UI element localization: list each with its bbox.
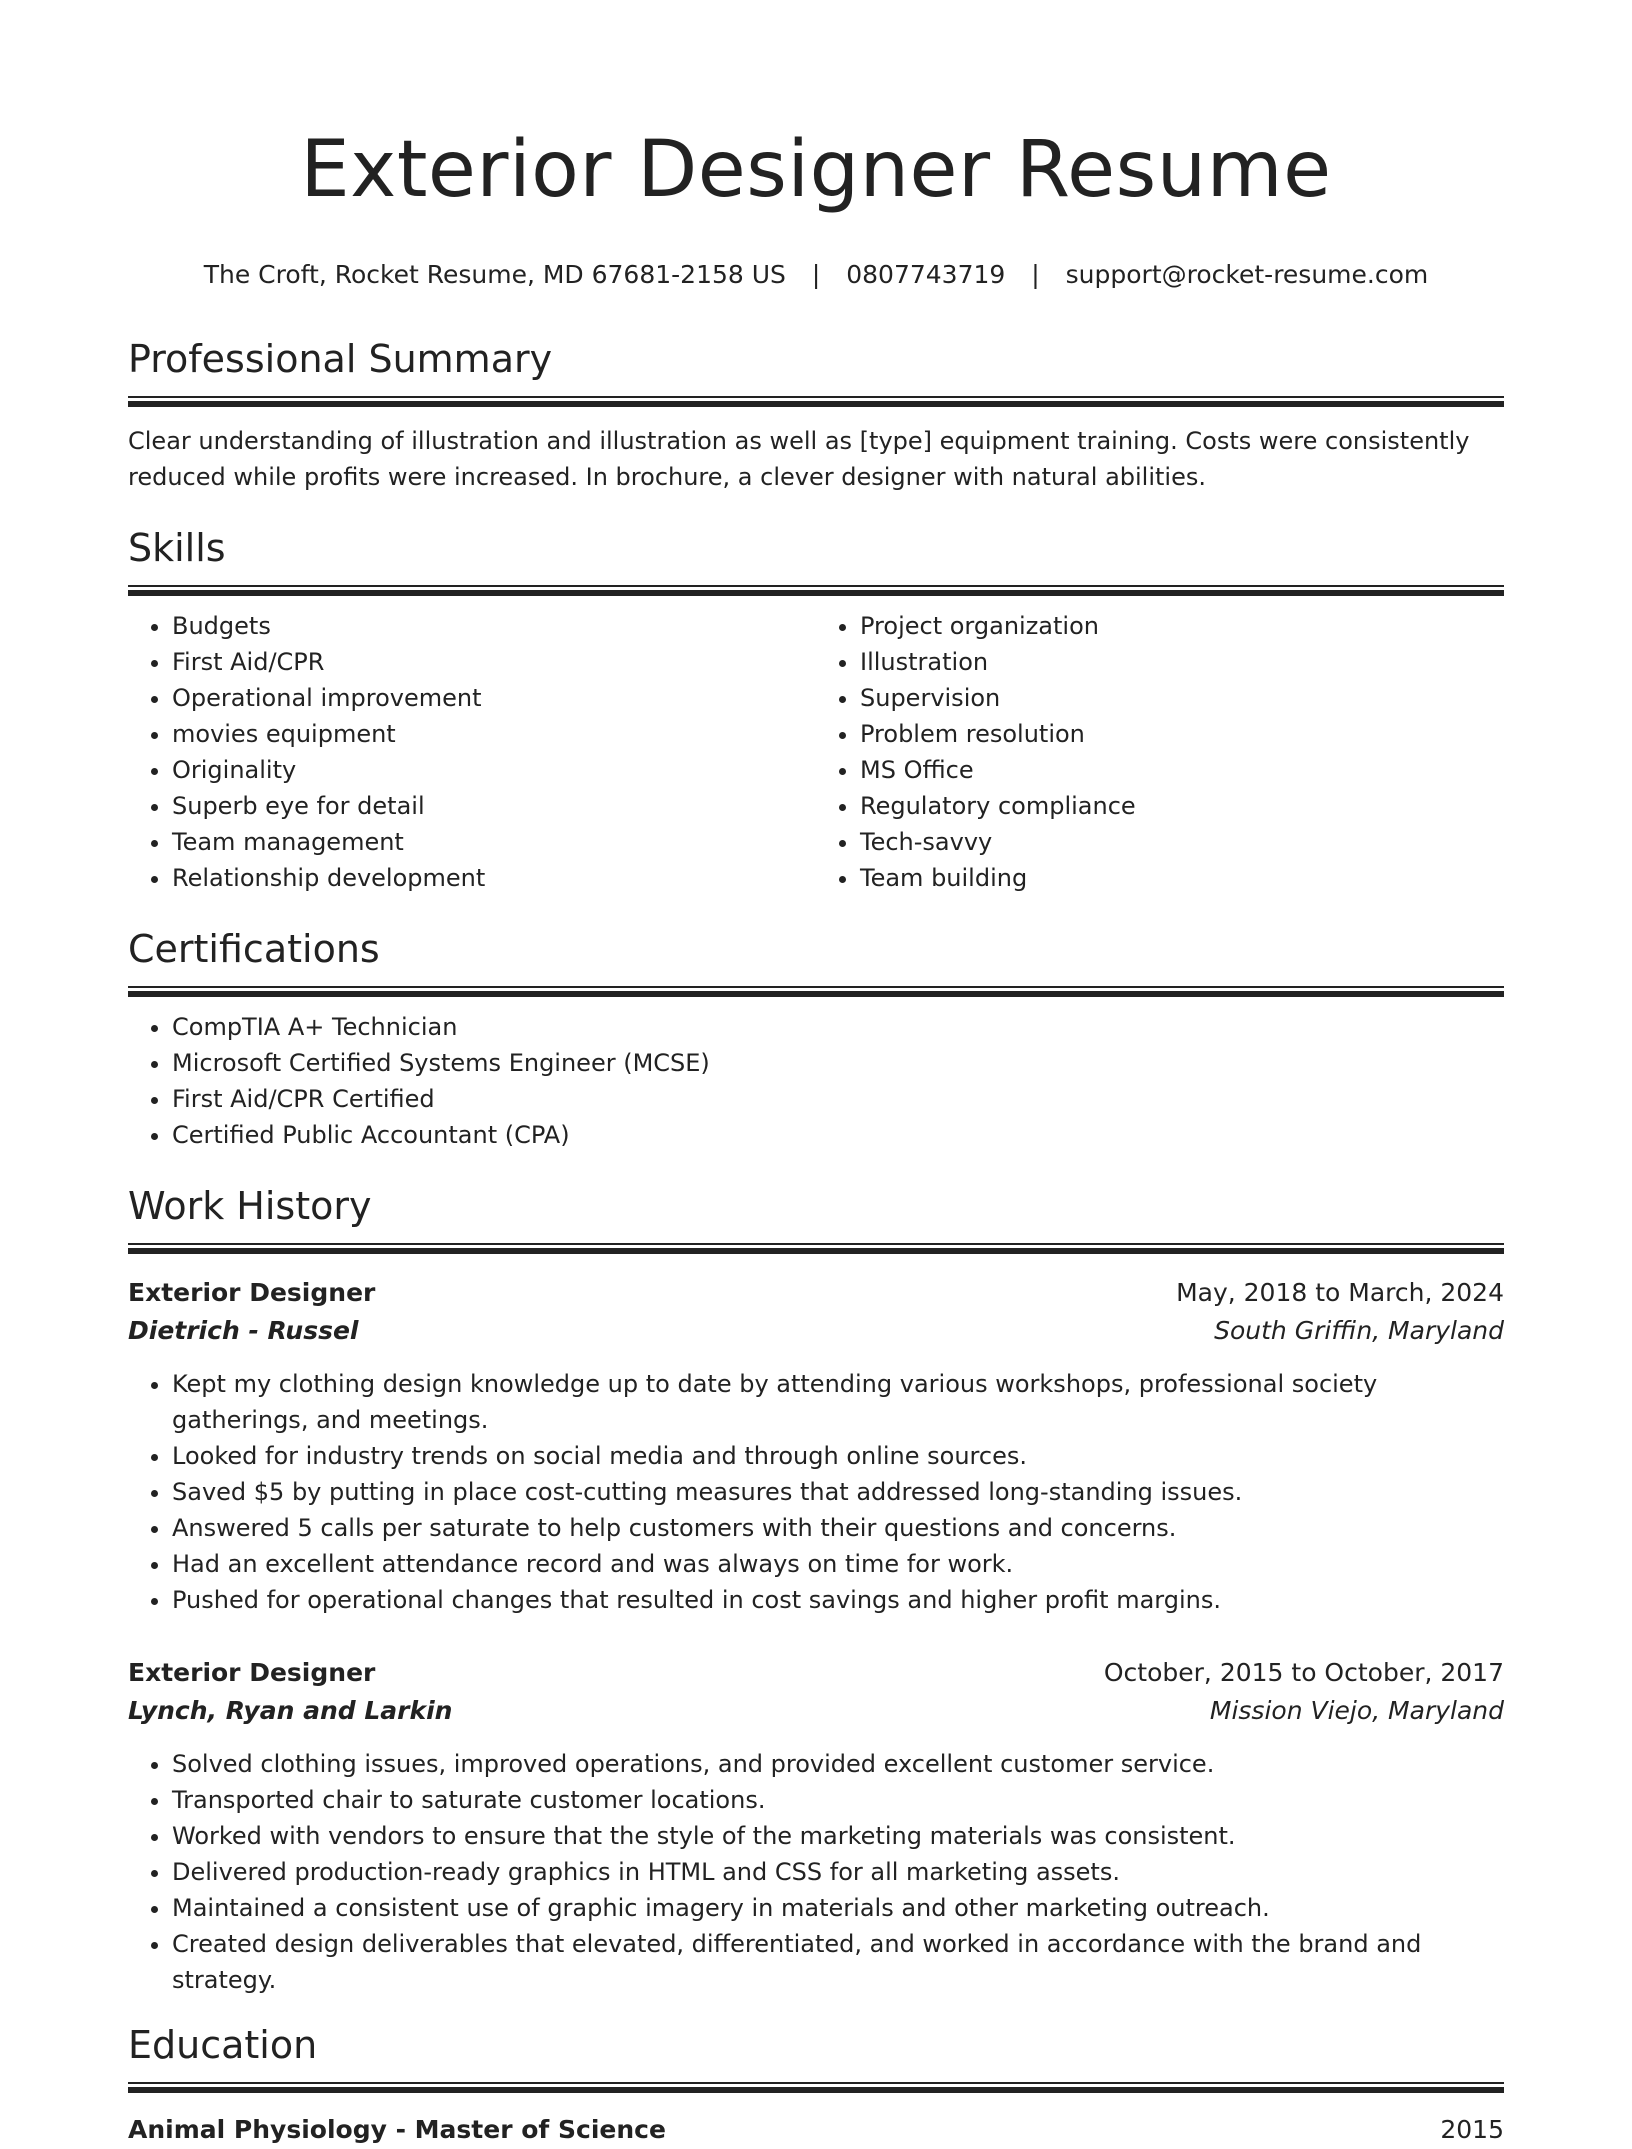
section-divider [128,396,1504,407]
contact-separator: | [811,260,821,289]
resume-title: Exterior Designer Resume [300,125,1332,215]
section-divider [128,1243,1504,1254]
job-bullet: • Created design deliverables that elevated, differentiated, and worked in accordance with the brand and strategy. [172,1926,1504,1998]
job-bullet: • Maintained a consistent use of graphic imagery in materials and other marketing outreach. [172,1890,1504,1926]
job-entry [128,1274,1504,1618]
skill-item: • Supervision [860,680,1504,716]
education-section [128,2022,1504,2149]
skill-item: • Illustration [860,644,1504,680]
job-company: Lynch, Ryan and Larkin [128,1696,453,1725]
certification-item: • Microsoft Certified Systems Engineer (MCSE) [172,1045,1504,1081]
job-title: Exterior Designer [128,1278,376,1307]
certification-item: • First Aid/CPR Certified [172,1081,1504,1117]
skill-item: • Problem resolution [860,716,1504,752]
job-company: Dietrich - Russel [128,1316,359,1345]
contact-email: support@rocket-resume.com [1065,260,1429,289]
job-bullet: • Pushed for operational changes that resulted in cost savings and higher profit margins. [172,1582,1504,1618]
skills-list-right [816,608,1504,896]
contact-address: The Croft, Rocket Resume, MD 67681-2158 US [203,260,786,289]
skill-item: • First Aid/CPR [172,644,816,680]
skills-section [128,525,1504,896]
job-bullet: • Transported chair to saturate customer locations. [172,1782,1504,1818]
skill-item: • Budgets [172,608,816,644]
job-location: South Griffin, Maryland [1214,1316,1504,1345]
job-bullets [128,1366,1504,1618]
certification-item: • CompTIA A+ Technician [172,1009,1504,1045]
section-heading-summary: Professional Summary [128,337,553,381]
job-company-row [128,1692,1504,1730]
education-year: 2015 [1440,2115,1504,2144]
job-header-row [128,1654,1504,1692]
certifications-section [128,926,1504,1153]
work-history-section [128,1183,1504,1998]
certification-item: • Certified Public Accountant (CPA) [172,1117,1504,1153]
skill-item: • Regulatory compliance [860,788,1504,824]
job-bullet: • Saved $5 by putting in place cost-cutting measures that addressed long-standing issues. [172,1474,1504,1510]
section-divider [128,585,1504,596]
contact-separator: | [1031,260,1040,289]
section-heading-skills: Skills [128,526,226,570]
job-location: Mission Viejo, Maryland [1209,1696,1504,1725]
education-entry [128,2111,1504,2149]
job-bullet: • Had an excellent attendance record and was always on time for work. [172,1546,1504,1582]
job-bullets [128,1746,1504,1998]
job-dates: October, 2015 to October, 2017 [1103,1658,1504,1687]
section-heading-education: Education [128,2023,318,2067]
job-bullet: • Kept my clothing design knowledge up to date by attending various workshops, professional society gatherings, and meetings. [172,1366,1504,1438]
skill-item: • movies equipment [172,716,816,752]
section-heading-certifications: Certifications [128,927,380,971]
skill-item: • Tech-savvy [860,824,1504,860]
skills-grid [128,596,1504,896]
section-heading-work-history: Work History [128,1184,372,1228]
skill-item: • Relationship development [172,860,816,896]
job-bullet: • Worked with vendors to ensure that the style of the marketing materials was consistent. [172,1818,1504,1854]
job-dates: May, 2018 to March, 2024 [1176,1278,1504,1307]
education-degree: Animal Physiology - Master of Science [128,2115,666,2144]
contact-phone: 0807743719 [846,260,1006,289]
section-divider [128,2082,1504,2093]
job-company-row [128,1312,1504,1350]
skill-item: • Project organization [860,608,1504,644]
job-bullet: • Looked for industry trends on social media and through online sources. [172,1438,1504,1474]
skill-item: • Originality [172,752,816,788]
job-header-row [128,1274,1504,1312]
skill-item: • MS Office [860,752,1504,788]
contact-line [128,258,1504,292]
summary-text: Clear understanding of illustration and illustration as well as [type] equipment training. Costs were consistently reduced while profits were increased. In brochure, a clever designer with natural abilities. [128,427,1470,491]
skill-item: • Operational improvement [172,680,816,716]
skill-item: • Team management [172,824,816,860]
skill-item: • Superb eye for detail [172,788,816,824]
summary-section [128,336,1504,495]
job-bullet: • Answered 5 calls per saturate to help customers with their questions and concerns. [172,1510,1504,1546]
skills-list-left [128,608,816,896]
job-bullet: • Solved clothing issues, improved operations, and provided excellent customer service. [172,1746,1504,1782]
skill-item: • Team building [860,860,1504,896]
job-entry [128,1654,1504,1998]
section-divider [128,986,1504,997]
certifications-list [128,1009,1504,1153]
job-bullet: • Delivered production-ready graphics in HTML and CSS for all marketing assets. [172,1854,1504,1890]
job-title: Exterior Designer [128,1658,376,1687]
